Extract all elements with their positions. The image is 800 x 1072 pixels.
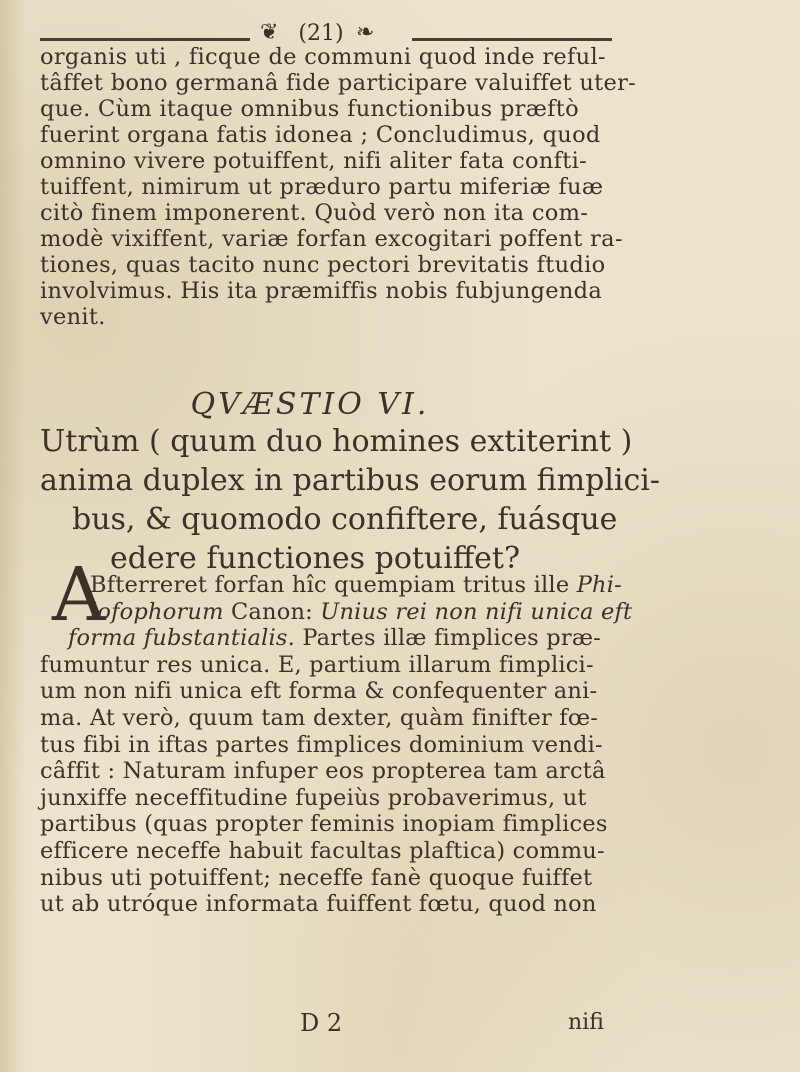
question-line: edere functiones potuiffet? (110, 541, 521, 576)
text-line: ma. At verò, quum tam dexter, quàm finifter fœ- (40, 704, 599, 731)
paragraph-answer (40, 572, 640, 918)
text-line: tâffet bono germanâ fide participare valuiffet uter- (40, 70, 637, 96)
text-line: tiones, quas tacito nunc pectori brevitatis ftudio (40, 252, 606, 278)
paragraph-continuation (40, 44, 637, 330)
text-line: câffit : Naturam infuper eos propterea tam arctâ (40, 758, 606, 785)
header-rule-left (40, 38, 250, 41)
drop-cap: A (52, 552, 106, 638)
text-line: omnino vivere potuiffent, nifi aliter fata confti- (40, 148, 587, 174)
text-line: modè vixiffent, variæ forfan excogitari poffent ra- (40, 226, 623, 252)
text-line: involvimus. His ita præmiffis nobis fubjungenda (40, 278, 603, 304)
question-line: bus, & quomodo confiftere, fuásque (72, 502, 618, 537)
text-line: efficere neceffe habuit facultas plaftica) commu- (40, 837, 605, 864)
italic-span: forma fubstantialis. (68, 625, 295, 652)
text-line (40, 599, 640, 626)
text-span: Partes illæ fimplices præ- (295, 625, 601, 652)
text-span: Canon: (223, 598, 321, 625)
signature-mark: D 2 (300, 1009, 343, 1037)
text-line (40, 625, 640, 652)
text-line: que. Cùm itaque omnibus functionibus præftò (40, 96, 579, 122)
question-title (40, 422, 661, 578)
text-line: organis uti , ficque de communi quod inde reful- (40, 44, 606, 70)
italic-span: Unius rei non nifi unica eft (320, 598, 633, 625)
text-line: tuiffent, nimirum ut præduro partu miferiæ fuæ (40, 174, 604, 200)
italic-span: lofophorum (90, 598, 224, 625)
text-line: junxiffe neceffitudine fupeiùs probaverimus, ut (40, 784, 587, 811)
text-line: ut ab utróque informata fuiffent fœtu, quod non (40, 891, 597, 918)
text-span: Bfterreret forfan hîc quempiam tritus ille (90, 572, 577, 598)
text-line: fumuntur res unica. E, partium illarum fimplici- (40, 651, 594, 678)
question-line: anima duplex in partibus eorum fimplici- (40, 463, 661, 498)
text-line: tus fibi in iftas partes fimplices dominium vendi- (40, 731, 603, 758)
text-line: partibus (quas propter feminis inopiam fimplices (40, 811, 608, 838)
fleuron-left-icon: ❦ (260, 20, 279, 45)
text-line: venit. (40, 304, 106, 330)
text-line: citò finem imponerent. Quòd verò non ita com- (40, 200, 589, 226)
text-line: um non nifi unica eft forma & confequenter ani- (40, 678, 598, 705)
page-header (0, 10, 800, 44)
text-line (40, 572, 640, 599)
fleuron-right-icon: ❧ (356, 20, 375, 45)
section-heading: QVÆSTIO VI. (190, 387, 430, 422)
question-line: Utrùm ( quum duo homines extiterint ) (40, 424, 633, 459)
text-line: nibus uti potuiffent; neceffe fanè quoque fuiffet (40, 864, 593, 891)
italic-span: Phi- (576, 572, 622, 598)
catchword: nifi (568, 1010, 604, 1035)
header-rule-right (412, 38, 612, 41)
page-edge-shadow (0, 0, 26, 1072)
text-line: fuerint organa fatis idonea ; Concludimus, quod (40, 122, 601, 148)
page-number: (21) (298, 21, 344, 46)
